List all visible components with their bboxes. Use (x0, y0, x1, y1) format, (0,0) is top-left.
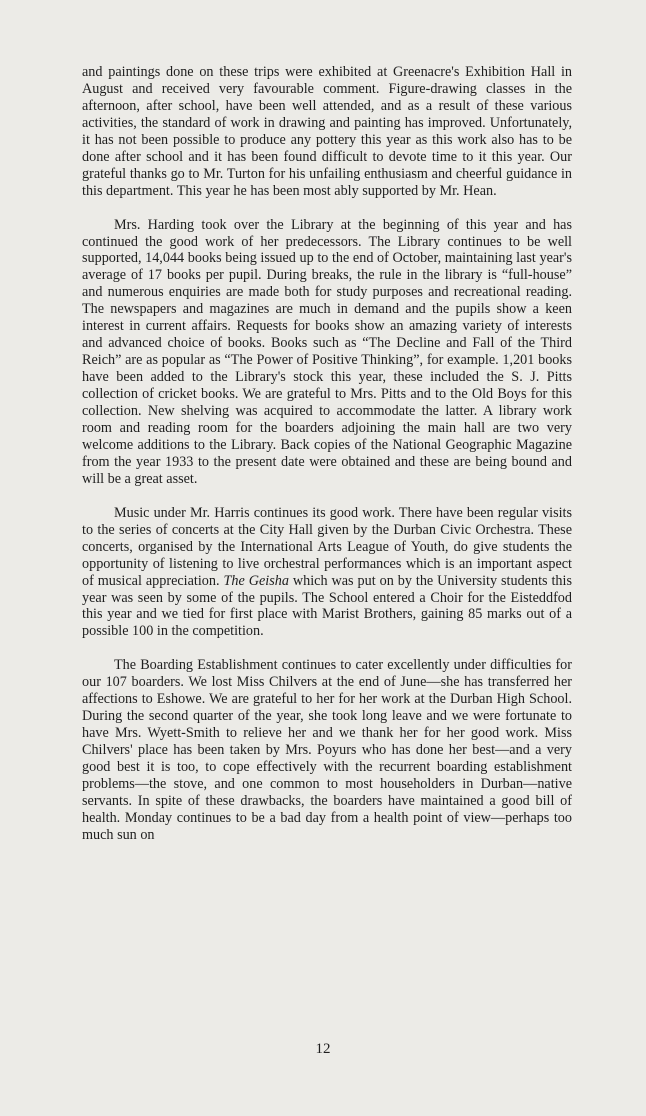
paragraph-music (82, 505, 572, 641)
paragraph-boarding: The Boarding Establishment continues to cater excellently under difficulties for our 107 boarders. We lost Miss Chilvers at the end of June—she has transferred her affections to Eshowe. We are grateful to her for her work at the Durban High School. During the second quarter of the year, she took long leave and we were fortunate to have Mrs. Wyett-Smith to relieve her and we thank her for her good work. Miss Chilvers' place has been taken by Mrs. Poyurs who has done her best—and a very good best it is too, to cope effectively with the recurrent boarding establishment problems—the stove, and one common to most householders in Durban—native servants. In spite of these drawbacks, the boarders have maintained a good bill of health. Monday continues to be a bad day from a health point of view—perhaps too much sun on (82, 657, 572, 843)
music-title-italic: The Geisha (223, 572, 289, 589)
music-text-before: Music under Mr. Harris continues its good work. There have been regular visits to the series of concerts at the City Hall given by the Durban Civic Orchestra. These concerts, organised by the International Arts League of Youth, do give students the opportunity of listening to live orchestral performances which is an important aspect of musical appreciation. (82, 504, 572, 589)
paragraph-library: Mrs. Harding took over the Library at the beginning of this year and has continued the good work of her predecessors. The Library continues to be well supported, 14,044 books being issued up to the end of October, maintaining last year's average of 17 books per pupil. During breaks, the rule in the library is “full-house” and numerous enquiries are made both for study purposes and recreational reading. The newspapers and magazines are much in demand and the pupils show a keen interest in current affairs. Requests for books show an amazing variety of interests and advanced choice of books. Books such as “The Decline and Fall of the Third Reich” are as popular as “The Power of Positive Thinking”, for example. 1,201 books have been added to the Library's stock this year, these included the S. J. Pitts collection of cricket books. We are grateful to Mrs. Pitts and to the Old Boys for this collection. New shelving was acquired to accommodate the latter. A library work room and reading room for the boarders adjoining the main hall are two very welcome additions to the Library. Back copies of the National Geographic Magazine from the year 1933 to the present date were obtained and these are being bound and will be a great asset. (82, 216, 572, 487)
music-text-after: which was put on by the University students this year was seen by some of the pupils. The School entered a Choir for the Eisteddfod this year and we tied for first place with Marist Brothers, gaining 85 marks out of a possible 100 in the competition. (82, 572, 572, 640)
page-number: 12 (315, 1041, 331, 1057)
paragraph-art: and paintings done on these trips were exhibited at Greenacre's Exhibition Hall in August and received very favourable comment. Figure-drawing classes in the afternoon, after school, have been well attended, and as a result of these various activities, the standard of work in drawing and painting has improved. Unfortunately, it has not been possible to produce any pottery this year as this work also has to be done after school and it has been found difficult to devote time to it this year. Our grateful thanks go to Mr. Turton for his unfailing enthusiasm and cheerful guidance in this department. This year he has been most ably supported by Mr. Hean. (82, 64, 572, 199)
body-text (82, 64, 572, 861)
